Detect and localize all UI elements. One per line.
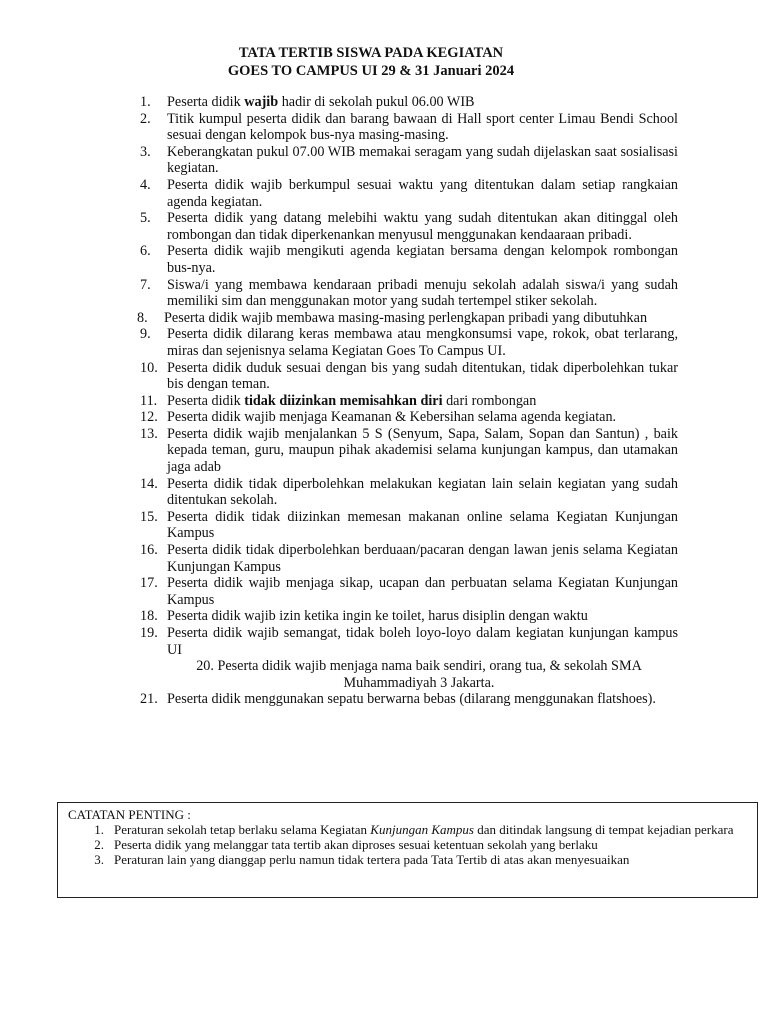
rule-item: [140, 575, 678, 608]
rule-number: 1.: [140, 94, 151, 110]
rule-number: 7.: [140, 276, 151, 293]
note-number: 2.: [94, 837, 104, 852]
rule-number: 9.: [140, 326, 151, 343]
rule-item: [140, 658, 678, 691]
rule-text: Peserta didik wajib semangat, tidak boleh loyo-loyo dalam kegiatan kunjungan kampus UI: [167, 625, 678, 658]
title-line-2: GOES TO CAMPUS UI 29 & 31 Januari 2024: [227, 63, 515, 79]
rule-number: 10.: [140, 359, 158, 376]
rule-number: 15.: [140, 508, 158, 525]
note-text: Peraturan lain yang dianggap perlu namun tidak tertera pada Tata Tertib di atas akan menyesuaikan: [114, 852, 630, 867]
rule-item: [140, 94, 678, 111]
rule-item: [140, 111, 678, 144]
rule-item: [140, 608, 678, 625]
rule-number: 8.: [137, 309, 148, 326]
rule-number: 11.: [140, 392, 158, 409]
rule-item: [140, 409, 678, 426]
rule-number: 13.: [140, 425, 158, 442]
title-line-1: TATA TERTIB SISWA PADA KEGIATAN: [238, 45, 504, 61]
note-item: [68, 822, 747, 837]
rule-text: Peserta didik wajib berkumpul sesuai waktu yang ditentukan dalam setiap rangkaian agenda kegiatan.: [167, 176, 678, 210]
rule-text: Peserta didik tidak diizinkan memisahkan diri dari rombongan: [167, 392, 537, 409]
rule-item: [140, 144, 678, 177]
rule-number: 4.: [140, 176, 151, 193]
rule-number: 18.: [140, 608, 158, 625]
rule-text: Peserta didik menggunakan sepatu berwarna bebas (dilarang menggunakan flatshoes).: [167, 691, 656, 708]
note-item: [68, 837, 747, 852]
rule-number: 16.: [140, 542, 158, 559]
rule-emphasis: wajib: [244, 94, 279, 110]
rules-list: [137, 94, 678, 708]
important-notes-box: [57, 802, 758, 898]
rule-item: [140, 625, 678, 658]
rule-text: Peserta didik tidak diperbolehkan berduaan/pacaran dengan lawan jenis selama Kegiatan Kunjungan Kampus: [167, 542, 678, 575]
rule-number: 17.: [140, 575, 158, 592]
note-text: Peserta didik yang melanggar tata tertib akan diproses sesuai ketentuan sekolah yang berlaku: [114, 837, 598, 852]
rule-text: Peserta didik wajib menjaga Keamanan & Kebersihan selama agenda kegiatan.: [167, 409, 617, 426]
rule-number: 6.: [140, 243, 151, 260]
rule-item: [140, 360, 678, 393]
rule-item: [140, 393, 678, 410]
note-text: Peraturan sekolah tetap berlaku selama Kegiatan Kunjungan Kampus dan ditindak langsung di tempat kejadian perkara: [114, 822, 734, 837]
note-emphasis: Kunjungan Kampus: [370, 822, 474, 837]
note-number: 1.: [94, 822, 104, 837]
rule-item: [137, 310, 678, 327]
rule-text: Peserta didik wajib menjaga sikap, ucapan dan perbuatan selama Kegiatan Kunjungan Kampus: [167, 575, 678, 608]
rule-text: Peserta didik tidak diperbolehkan melakukan kegiatan lain selain kegiatan yang sudah ditentukan sekolah.: [167, 475, 678, 509]
rule-text: Peserta didik dilarang keras membawa atau mengkonsumsi vape, rokok, obat terlarang, miras dan sejenisnya selama Kegiatan Goes To Campus UI.: [167, 326, 678, 359]
rule-number: 19.: [140, 625, 158, 641]
rule-number: 5.: [140, 210, 151, 227]
note-number: 3.: [94, 852, 104, 867]
rule-text: Titik kumpul peserta didik dan barang bawaan di Hall sport center Limau Bendi School sesuai dengan kelompok bus-nya masing-masing.: [167, 110, 678, 144]
rule-item: [140, 243, 678, 276]
rule-number: 21.: [140, 691, 158, 708]
rule-number: 14.: [140, 475, 158, 492]
rule-text: Peserta didik duduk sesuai dengan bis yang sudah ditentukan, tidak diperbolehkan tukar bis dengan teman.: [167, 359, 678, 393]
rule-item: [140, 476, 678, 509]
rule-text: Peserta didik yang datang melebihi waktu yang sudah ditentukan akan ditinggal oleh rombongan dan tidak diperkenankan menyusul menggunakan kendaaraan pribadi.: [167, 210, 678, 243]
rule-text: Peserta didik wajib mengikuti agenda kegiatan bersama dengan kelompok rombongan bus-nya.: [167, 243, 678, 276]
rule-item: [140, 277, 678, 310]
rule-text: Peserta didik wajib hadir di sekolah pukul 06.00 WIB: [167, 94, 475, 110]
rule-text: Peserta didik wajib menjaga nama baik sendiri, orang tua, & sekolah SMA Muhammadiyah 3 Jakarta.: [217, 658, 642, 691]
rule-item: [140, 691, 678, 708]
rule-item: [140, 177, 678, 210]
rule-item: [140, 326, 678, 359]
rule-text: Keberangkatan pukul 07.00 WIB memakai seragam yang sudah dijelaskan saat sosialisasi kegiatan.: [167, 143, 678, 177]
document-title: [0, 44, 742, 80]
rule-text: Peserta didik wajib membawa masing-masing perlengkapan pribadi yang dibutuhkan: [164, 309, 648, 326]
rule-item: [140, 426, 678, 476]
rule-text: Peserta didik wajib menjalankan 5 S (Senyum, Sapa, Salam, Sopan dan Santun) , baik kepada teman, guru, maupun pihak akademisi selama kunjungan kampus, dan utamakan jaga adab: [167, 425, 678, 476]
rule-text: Peserta didik wajib izin ketika ingin ke toilet, harus disiplin dengan waktu: [167, 608, 588, 625]
rule-number: 20.: [196, 658, 214, 675]
rule-item: [140, 542, 678, 575]
rule-text: Siswa/i yang membawa kendaraan pribadi menuju sekolah adalah siswa/i yang sudah memiliki sim dan menggunakan motor yang sudah tertempel stiker sekolah.: [167, 276, 678, 310]
rule-item: [140, 509, 678, 542]
note-item: [68, 852, 747, 867]
rule-item: [140, 210, 678, 243]
rule-text: Peserta didik tidak diizinkan memesan makanan online selama Kegiatan Kunjungan Kampus: [167, 508, 678, 542]
rule-number: 3.: [140, 143, 151, 160]
rule-emphasis: tidak diizinkan memisahkan diri: [244, 392, 443, 409]
rule-number: 2.: [140, 110, 151, 127]
notes-heading: CATATAN PENTING :: [68, 807, 191, 822]
rule-number: 12.: [140, 409, 158, 426]
